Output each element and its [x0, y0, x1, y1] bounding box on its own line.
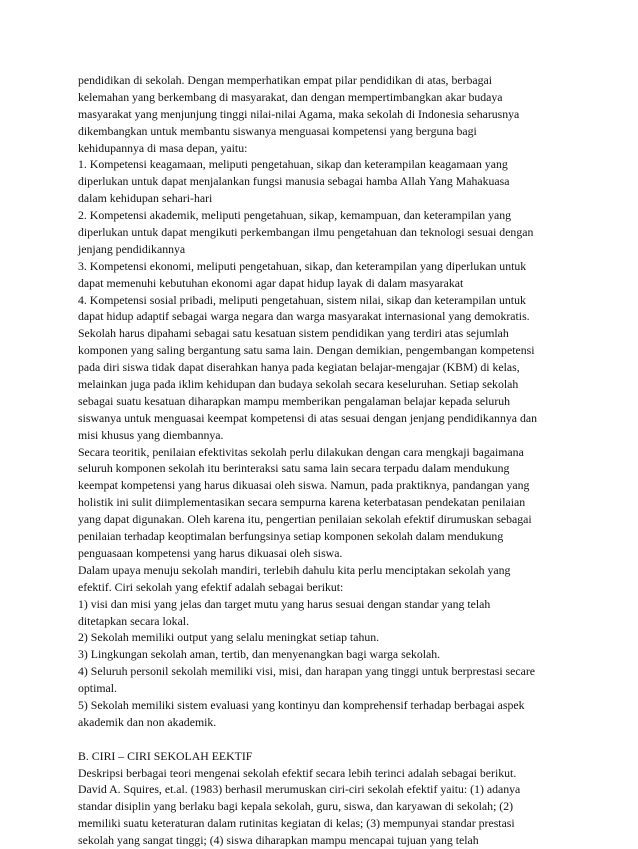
paragraph-gap [78, 731, 560, 748]
text-line: jenjang pendidikannya [78, 241, 186, 256]
body-text-section [78, 72, 560, 731]
text-line: dalam kehidupan sehari-hari [78, 191, 213, 206]
text-line: penguasaan kompetensi yang harus dikuasai oleh siswa. [78, 545, 343, 560]
text-line: optimal. [78, 681, 117, 696]
text-line: pada diri siswa tidak dapat diserahkan hanya pada kegiatan belajar-mengajar (KBM) di kelas, [78, 360, 520, 375]
text-line: Deskripsi berbagai teori mengenai sekolah efektif secara lebih terinci adalah sebagai berikut. [78, 765, 517, 780]
text-line: sekolah yang sangat tinggi; (4) siswa diharapkan mampu mencapai tujuan yang telah [78, 833, 479, 848]
text-line: 3. Kompetensi ekonomi, meliputi pengetahuan, sikap, dan keterampilan yang diperlukan untuk [78, 258, 527, 273]
text-line: Sekolah harus dipahami sebagai satu kesatuan sistem pendidikan yang terdiri atas sejumlah [78, 326, 509, 341]
text-line: masyarakat yang menjunjung tinggi nilai-nilai Agama, maka sekolah di Indonesia seharusnya [78, 106, 520, 121]
text-line: efektif. Ciri sekolah yang efektif adalah sebagai berikut: [78, 579, 344, 594]
text-line: memiliki suatu keteraturan dalam rutinitas kegiatan di kelas; (3) mempunyai standar prestasi [78, 816, 515, 831]
text-line: yang dapat digunakan. Oleh karena itu, pengertian penilaian sekolah efektif dirumuskan sebagai [78, 512, 532, 527]
text-line: dapat hidup adaptif sebagai warga negara dan warga masyarakat internasional yang demokratis. [78, 309, 530, 324]
text-line: ditetapkan secara lokal. [78, 613, 190, 628]
text-line: kelemahan yang berkembang di masyarakat, dan dengan mempertimbangkan akar budaya [78, 89, 503, 104]
text-line: diperlukan untuk dapat menjalankan fungsi manusia sebagai hamba Allah Yang Mahakuasa [78, 174, 510, 189]
text-line: 5) Sekolah memiliki sistem evaluasi yang kontinyu dan komprehensif terhadap berbagai aspek [78, 697, 525, 712]
text-line: melainkan juga pada iklim kehidupan dan budaya sekolah secara keseluruhan. Setiap sekolah [78, 377, 519, 392]
text-line: Dalam upaya menuju sekolah mandiri, terlebih dahulu kita perlu menciptakan sekolah yang [78, 562, 511, 577]
text-line: penilaian terhadap keoptimalan berfungsinya setiap komponen sekolah dalam mendukung [78, 529, 504, 544]
text-line: Secara teoritik, penilaian efektivitas sekolah perlu dilakukan dengan cara mengkaji bagaimana [78, 444, 524, 459]
text-line: seluruh komponen sekolah itu berinteraksi satu sama lain secara terpadu dalam mendukung [78, 461, 510, 476]
text-line: 1) visi dan misi yang jelas dan target mutu yang harus sesuai dengan standar yang telah [78, 596, 491, 611]
section-b-ciri-sekolah [78, 748, 560, 849]
text-line: misi khusus yang diembannya. [78, 427, 224, 442]
text-line: pendidikan di sekolah. Dengan memperhatikan empat pilar pendidikan di atas, berbagai [78, 73, 493, 87]
text-line: 2. Kompetensi akademik, meliputi pengetahuan, sikap, kemampuan, dan keterampilan yang [78, 208, 512, 223]
text-line: standar disiplin yang berlaku bagi kepala sekolah, guru, siswa, dan karyawan di sekolah; (2) [78, 799, 514, 814]
text-line: holistik ini sulit diimplementasikan secara sempurna karena keterbatasan pendekatan penilaian [78, 495, 526, 510]
text-line: 4. Kompetensi sosial pribadi, meliputi pengetahuan, sistem nilai, sikap dan keterampilan untuk [78, 292, 526, 307]
text-line: dapat memenuhi kebutuhan ekonomi agar dapat hidup layak di dalam masyarakat [78, 275, 464, 290]
text-line: 3) Lingkungan sekolah aman, tertib, dan menyenangkan bagi warga sekolah. [78, 647, 441, 662]
text-line: 2) Sekolah memiliki output yang selalu meningkat setiap tahun. [78, 630, 380, 645]
text-line: dikembangkan untuk membantu siswanya menguasai kompetensi yang berguna bagi [78, 123, 477, 138]
text-line: 4) Seluruh personil sekolah memiliki visi, misi, dan harapan yang tinggi untuk berprestasi secare [78, 664, 536, 679]
text-line: diperlukan untuk dapat mengikuti perkembangan ilmu pengetahuan dan teknologi sesuai dengan [78, 225, 534, 240]
text-line: keempat kompetensi yang harus dikuasai oleh siswa. Namun, pada praktiknya, pandangan yang [78, 478, 530, 493]
text-line: siswanya untuk menguasai keempat kompetensi di atas sesuai dengan jenjang pendidikannya dan [78, 410, 537, 425]
text-line: 1. Kompetensi keagamaan, meliputi pengetahuan, sikap dan keterampilan keagamaan yang [78, 157, 508, 172]
text-line: David A. Squires, et.al. (1983) berhasil merumuskan ciri-ciri sekolah efektif yaitu: (1) adanya [78, 782, 521, 797]
text-line: akademik dan non akademik. [78, 714, 217, 729]
text-line: B. CIRI – CIRI SEKOLAH EEKTIF [78, 748, 253, 763]
document-page [78, 72, 560, 849]
text-line: sebagai suatu kesatuan diharapkan mampu memberikan pengalaman belajar kepada seluruh [78, 393, 511, 408]
text-line: komponen yang saling bergantung satu sama lain. Dengan demikian, pengembangan kompetensi [78, 343, 535, 358]
text-line: kehidupannya di masa depan, yaitu: [78, 140, 248, 155]
